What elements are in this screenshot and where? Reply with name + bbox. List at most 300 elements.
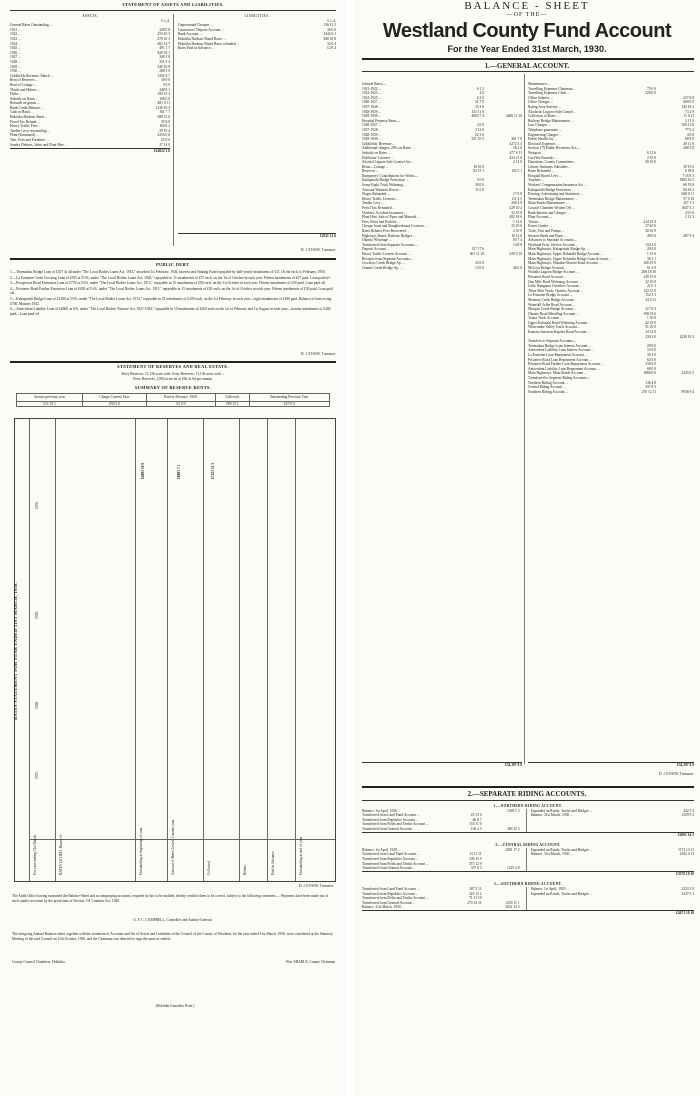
riding-total: £3379 10 10 [362, 871, 694, 877]
receipt-total: 46 0 0 [513, 265, 522, 270]
payment-amount: 1 15 0 [647, 251, 656, 256]
liability-amount: 136 13 3 [323, 23, 336, 28]
receipt-label: Publicans' Licenses ... [362, 155, 394, 160]
asset-label: General Rates Outstanding— [10, 23, 53, 28]
payment-total: 257 1 5 [683, 201, 694, 206]
payment-total: 4 0 0 [686, 132, 694, 137]
asset-label: Refunds on grants ... [10, 101, 40, 106]
assets-total: £14822 3 8 [10, 148, 170, 154]
asset-amount: 481 0 11 [157, 101, 170, 106]
payment-total: 268 3 8 [683, 146, 694, 151]
payment-label: Printing, Advertising and Stationery ... [528, 192, 584, 197]
receipt-label: Subsidy on Rates ... [362, 150, 391, 155]
receipt-total: 4466 11 10 [505, 114, 522, 119]
chairman-signature: Wm. SHARLE, County Chairman. [285, 960, 336, 964]
receipt-total: 206 4 0 [511, 201, 522, 206]
payment-amount: 36 3 1 [647, 256, 656, 261]
payment-amount: 30 10 0 [645, 160, 656, 165]
payment-label: Engineering Charges ... [528, 132, 562, 137]
fund-account-title: Westland County Fund Account [382, 20, 672, 42]
asset-label: 1921 ... [10, 27, 21, 32]
riding-columns [362, 848, 694, 871]
asset-row [10, 143, 170, 148]
asset-amount: 288 3 0 [159, 69, 170, 74]
riding-payment-total: 1172 13 11 [678, 847, 694, 852]
payment-amount: 230 2 0 [645, 334, 656, 339]
receipt-total: 2 10 0 [513, 229, 522, 233]
riding-receipt-total: 1250 11 1 [505, 900, 520, 905]
payment-amount: 51 10 0 [645, 325, 656, 330]
payment-amount: 34 12 0 [645, 330, 656, 335]
payment-label: Bank Interest and Charges ... [528, 210, 570, 215]
asset-label: 1929 ... [10, 64, 21, 69]
table-header: Collected. [216, 394, 250, 402]
reserve-summary-table [16, 393, 330, 407]
receipt-label: Workers' Accident Insurance ... [362, 210, 407, 215]
receipt-total: 65 7 4 [513, 238, 522, 243]
payment-label: Railway Bridge Maintenance ... [528, 118, 574, 123]
asset-amount: 328 0 8 [159, 27, 170, 32]
asset-label: 1922 ... [10, 32, 21, 37]
payment-label: Mosmay Creek Bridge Account ... [528, 297, 578, 302]
payment-label: Mosquit Creek Bridge Account ... [528, 307, 577, 312]
receipt-label: Cowboys Creek Bridge Ap. ... [362, 261, 406, 266]
asset-label: Rent of Reserves ... [10, 78, 39, 83]
payment-amount: 75 0 0 [647, 86, 656, 91]
table-cell: £94 5 0 [83, 401, 146, 407]
rates-year: 1928. [35, 700, 39, 709]
receipt-amount: 4063 7 4 [471, 114, 484, 119]
riding-receipt-total: 2081 17 2 [505, 847, 520, 852]
assets-liabilities-title: STATEMENT OF ASSETS AND LIABILITIES. [122, 2, 224, 7]
payment-label: Transfers to Separate Accounts— [528, 339, 577, 344]
riding-payment-row [531, 892, 694, 897]
liabilities-total: £2611 12 6 [178, 233, 336, 239]
liability-label: Bank Account ... [178, 32, 203, 37]
rates-statement-table [14, 418, 336, 882]
adoption-note: The foregoing Annual Balance-sheet, together with the statement of Accounts and list of Assets and Liabilities of the Council of the County of Westland, for the year ended 31st March, 1930, were considered at the Statutory Meeting of the said Council on 11th October, 1930, and the Chairman was directed to sign the same as settled. [12, 932, 333, 941]
asset-label: Plant (Estimated) ... [10, 133, 39, 138]
asset-amount: 25 0 0 [161, 138, 170, 143]
receipt-total: 102 5 1 [511, 169, 522, 174]
public-debt-title: PUBLIC DEBT. [155, 262, 190, 267]
table-header: Paid in Advance, 1929. [146, 394, 215, 402]
riding-payment-amount [622, 892, 656, 897]
rates-year: 1930. [35, 500, 39, 509]
payment-total: 140 18 2 [681, 104, 694, 109]
receipt-total: 482 18 6 [509, 215, 522, 220]
payment-total: 68 9 9 [685, 137, 694, 142]
public-debt-item: 6.—Antecedent Liability Loan of £2600, at 6%, under "The Local Bodies' Finance Act, 1921-1922," repayable in 10 instalments of £260 each on the 1st of February and 1st August in each year—sixteen instalments of £260 paid—Loan paid off. [10, 307, 331, 316]
payment-label: Donations, County Committees ... [528, 160, 578, 165]
asset-label: 1928 ... [10, 59, 21, 64]
receipt-label: Heavy Traffic Licenses ... [362, 196, 400, 201]
payment-amount: 49 0 6 [647, 233, 656, 238]
balance-sheet-title: BALANCE - SHEET [464, 0, 590, 12]
payment-total: 2228 10 3 [679, 334, 694, 339]
divider [10, 258, 336, 260]
asset-label: Goldfields Revenue, March ... [10, 73, 54, 78]
receipt-label: Goldfields' Revenue ... [362, 141, 395, 146]
riding-payment-total: 1237 0 1 [681, 891, 694, 896]
asset-amount: 2250 0 0 [157, 133, 170, 138]
riding-receipt-label: Transferred from General Account ... [362, 866, 416, 871]
payment-total: 49 11 6 [683, 141, 694, 146]
payment-label: Trophies ... [528, 178, 545, 183]
riding-receipt-label: Transferred from Republics Account ... [362, 817, 419, 822]
receipt-total: 14 8 0 [513, 242, 522, 247]
divider [362, 58, 694, 60]
column-rule [55, 419, 56, 881]
divider [362, 800, 694, 801]
payment-label: La Fontaine Bridge Account ... [528, 293, 573, 298]
receipt-label: Deposit Account ... [362, 247, 390, 252]
payment-label: Southern Riding Account ... [528, 389, 569, 394]
printer-credit: (Hokitika Guardian Print.) [155, 1004, 195, 1008]
payment-amount: 30 10 0 [645, 229, 656, 233]
receipt-label: 1929-1930 ... [362, 137, 382, 142]
payment-label: Public Health Act ... [528, 137, 558, 142]
rates-head-year: For year ending 31st March. [33, 834, 37, 875]
payment-label: Section Sheds and Pipes ... [528, 233, 567, 238]
rates-total-collected: £7223 11 3 [211, 463, 215, 479]
asset-amount: 420 10 1 [157, 50, 170, 55]
liabilities-column [178, 14, 336, 51]
column-rule [135, 419, 136, 881]
riding-payment-label: Expended on Roads, Tracks and Bridges ... [530, 808, 593, 813]
payment-amount: 337 8 3 [645, 385, 656, 390]
liabilities-lsd: £ s. d. [327, 18, 336, 23]
payment-total: 487 9 4 [683, 233, 694, 238]
riding-receipt-amount: 187 3 11 [469, 886, 482, 891]
payment-amount: 208 18 10 [641, 270, 656, 275]
payment-amount: 143 15 0 [643, 288, 656, 293]
asset-amount: 161 7 7 [159, 110, 170, 115]
riding-receipt-label: Balance, 31st March, 1930 ... [362, 905, 405, 910]
riding-receipt-amount: 106 15 0 [468, 856, 482, 861]
rates-year: 1927. [35, 770, 39, 779]
riding-receipt-amount: 46 8 7 [472, 817, 482, 822]
asset-label: 1926 ... [10, 50, 21, 55]
row-rule [29, 839, 335, 840]
payment-amount: 220 0 0 [645, 91, 656, 96]
asset-amount: 35 8 0 [161, 119, 170, 124]
payment-amount: 68 0 0 [647, 366, 656, 371]
treasurer-signature: D. J. EVANS, Treasurer. [300, 248, 336, 252]
column-rule [167, 419, 168, 881]
receipt-amount: 18 10 0 [473, 164, 484, 169]
payment-total: 237 0 8 [683, 95, 694, 100]
riding-receipt-row [362, 827, 520, 832]
receipt-total: 17 0 0 [513, 192, 522, 197]
assets-column [10, 14, 170, 154]
receipt-amount: 11 0 0 [475, 187, 484, 192]
receipt-total: 477 0 11 [509, 150, 522, 155]
payment-amount: 61 0 0 [647, 265, 656, 270]
payment-label: McCoys Bridge Account ... [528, 265, 568, 270]
riding-receipt-amount: 13 11 11 [469, 852, 482, 857]
rates-head-nature: RATES LEVIED. Nature of [59, 834, 63, 875]
rates-total-outstanding: £4093 10 0 [141, 462, 145, 479]
payment-label: Kumara Junction-Kapitea Road Account ... [528, 330, 590, 335]
payment-label: Central Riding Account ... [528, 385, 566, 390]
payment-amount: 1 10 0 [647, 316, 656, 321]
receipt-amount: 13 0 0 [475, 265, 484, 270]
payment-label: Electoral Expenses ... [528, 141, 560, 146]
receipt-amount: 33 3 6 [475, 104, 484, 109]
payment-amount: 32 10 0 [645, 279, 656, 284]
asset-amount: 166 0 0 [159, 96, 170, 101]
asset-amount: 5 0 0 [162, 82, 170, 87]
riding-receipt-amount: 23 13 0 [470, 813, 482, 818]
riding-accounts [362, 804, 694, 921]
payment-total: 9936 9 4 [681, 389, 694, 394]
asset-amount: 348 9 1 [159, 87, 170, 92]
payment-amount: 230 0 0 [645, 362, 656, 367]
receipt-total: 529 9 10 [509, 251, 522, 256]
receipt-amount: 127 17 6 [471, 247, 484, 252]
liability-label: Hokitika Harbour Board Rates refunded ... [178, 41, 240, 46]
riding-receipts [362, 848, 520, 871]
payment-amount: 168 19 0 [643, 261, 656, 266]
receipt-label: Reserves ... [362, 169, 379, 174]
payment-label: Little Wanganui Overflow Account ... [528, 284, 583, 289]
payment-total: 669 0 0 [683, 100, 694, 105]
treasurer-signature-right: D. J. EVANS, Treasurer. [658, 772, 694, 776]
payment-label: Antecedent Liability Loan Interest Account ... [528, 348, 595, 353]
payment-amount: 134 3 0 [645, 242, 656, 247]
receipt-amount: 401 11 10 [469, 251, 484, 256]
receipt-total: 4272 3 4 [509, 141, 522, 146]
payment-amount: 214 19 4 [643, 219, 656, 224]
payment-label: Power Grader ... [528, 224, 552, 229]
table-cell: £5 0 0 [146, 401, 215, 407]
asset-label: 1923 ... [10, 36, 21, 41]
riding-receipt-label: Transferred from Fifths and Tenths Account ... [362, 822, 429, 827]
payment-amount: 136 4 8 [645, 380, 656, 385]
asset-label: Subsidy on Rates ... [10, 96, 39, 101]
payment-label: Northern Riding Account ... [528, 380, 569, 385]
controller-signature: G. F. C. CAMPBELL, Controller and Auditor-General. [133, 918, 213, 922]
riding-receipt-row [362, 905, 520, 910]
public-debt-item: 5.—Kakapotahi Bridge Loan of £1200 at 5½%, under "The Local Bodies Loans Act, 1913," repayable in 25 instalments of £100 each, on the 1st February in each year—eight instalments of £100 paid. Balance of loan owing £700. Matures 1932. [10, 296, 332, 306]
receipt-amount: 2 6 0 [476, 123, 484, 128]
general-total-receipts: £34,397 8 8 [362, 762, 522, 768]
receipt-amount: 5 0 0 [476, 178, 484, 183]
asset-label: Sundry Debtors, Sales and Plant Hire ... [10, 142, 68, 147]
rates-statement-title: RATES STATEMENT FOR YEAR ENDED 31ST MARCH, 1930. [13, 582, 18, 720]
riding-payments [526, 848, 694, 871]
payment-amount: 36 3 0 [647, 353, 656, 358]
asset-amount: 39 0 0 [161, 78, 170, 83]
liability-amount: 12 8 4 [327, 46, 336, 51]
receipt-total: 434 15 6 [509, 155, 522, 160]
asset-amount: 253 10 3 [157, 32, 170, 37]
riding-title: 3.—SOUTHERN RIDING ACCOUNT. [493, 882, 563, 887]
asset-amount: 29 19 4 [159, 128, 170, 133]
receipt-label: Fees, Fines and Forfeits ... [362, 219, 400, 224]
liabilities-heading: LIABILITIES. [244, 14, 270, 18]
payment-total: 6 18 0 [685, 169, 694, 174]
asset-amount: 402 14 7 [157, 41, 170, 46]
asset-amount: 388 15 6 [157, 115, 170, 120]
payment-label: Office Salaries ... [528, 95, 553, 100]
asset-amount: 199 15 3 [157, 92, 170, 97]
riding-payment-total: 3233 3 9 [681, 886, 694, 891]
public-debt-item: 3.—Prosperous Road Extension Loan of £770 at 5½%, under "The Local Bodies Loans Act, 1913," repayable in 15 instalments of £50 each, on the 1st October in each year. Fifteen instalments of £50 paid. Loan paid off. [10, 281, 326, 286]
riding-payment-label: Balance, 1st April, 1929 ... [530, 886, 569, 891]
right-page [354, 0, 700, 1096]
riding-receipts [362, 887, 520, 910]
rates-head-rebate: Rebate. [243, 864, 247, 875]
riding-payment-total: 2182 2 11 [679, 852, 694, 857]
riding-payment-label: Expended on Roads, Tracks and Bridges ... [530, 847, 593, 852]
rates-year: 1929. [35, 610, 39, 619]
payment-total: 77 0 2 [685, 127, 694, 132]
table-header: Arrears previous year. [17, 394, 83, 402]
asset-label: Rent of Cottage ... [10, 82, 37, 87]
receipt-amount: 6 3 0 [476, 95, 484, 100]
receipt-label: Kakapotahi Bridge Protection ... [362, 178, 409, 183]
receipt-amount: 83 15 1 [473, 169, 484, 174]
payment-label: Okarito Road Metalling Account ... [528, 311, 579, 316]
riding-payment-amount [622, 813, 656, 818]
riding-payment-label: Balance, 31st March, 1930 ... [530, 813, 573, 818]
asset-label: Fifths ... [10, 92, 22, 97]
payment-amount: 149 15 0 [643, 274, 656, 279]
payment-label: Totara Track Account ... [528, 316, 563, 321]
receipt-label: 1928-1929 ... [362, 109, 382, 114]
payment-label: Library Institutes Subsidies ... [528, 164, 572, 169]
receipt-label: Timber Levy ... [362, 201, 385, 206]
payment-amount: 1880 0 0 [643, 371, 656, 376]
payment-total: 73 2 9 [685, 109, 694, 114]
payment-label: Travelling Expenses Chairman ... [528, 86, 576, 91]
riding-payment-amount [622, 852, 656, 857]
asset-amount: 1202 3 7 [157, 73, 170, 78]
payment-label: Collection of Rates ... [528, 114, 560, 119]
riding-receipt-amount [448, 905, 482, 910]
payment-label: Main Highways, Waitaha-Okarito Road Account ... [528, 261, 602, 266]
receipt-total: 32 10 0 [511, 210, 522, 215]
riding-receipt-total: 1225 4 8 [506, 866, 520, 871]
riding-receipt-label: Transferred from General Account ... [362, 826, 416, 831]
receipt-label: 1927-1928 ... [362, 104, 382, 109]
asset-label: Tent, Fees and Furniture ... [10, 138, 49, 143]
payment-label: Advances to Separate Accounts— [528, 238, 577, 243]
reserves-line-2: Ferry Reserves, 1,892 acres let at £36 2s 6d per annum. [133, 377, 213, 381]
riding-receipt-amount: 323 13 2 [468, 891, 482, 896]
payment-total: 84 18 2 [683, 187, 694, 192]
asset-label: Thirds and Halves ... [10, 87, 40, 92]
payment-label: Tractor ... [528, 219, 543, 224]
payment-label: Main Highways, Main Roads Account ... [528, 371, 587, 376]
divider [10, 10, 336, 11]
payment-total: 69 19 0 [683, 183, 694, 188]
receipt-label: Highways Board, Railway Bridges ... [362, 233, 416, 238]
asset-label: Petrol Tax Refund ... [10, 119, 40, 124]
asset-amount: 246 10 9 [157, 64, 170, 69]
payment-label: Main Highways, Upper Kokatahi Bridge Account ... [528, 251, 604, 256]
asset-amount: 184 0 2 [159, 124, 170, 129]
liability-amount: 36 0 0 [327, 27, 336, 32]
payment-label: Maintenance— [528, 82, 551, 86]
payment-label: Prisoners Road Loan Repayment Account ... [528, 357, 592, 362]
receipt-amount: 331 10 5 [471, 137, 484, 142]
riding-payment-row [531, 852, 694, 857]
payment-amount: 217 0 3 [645, 307, 656, 312]
payment-total: 1647 5 1 [681, 206, 694, 211]
receipt-label: 1921-1922 ... [362, 86, 382, 91]
payment-label: Rating Area Surveys ... [528, 104, 562, 109]
receipt-label: Additional charges, 20% on Rates ... [362, 146, 415, 151]
payment-amount: 42 19 0 [645, 320, 656, 325]
public-debt-item: 4.—Prisoners Road Further Extension Loan of £450 at 5½%, under "The Local Bodies Loans Act, 1913," repayable in 15 instalments of £30 each, on the 1st of October in each year. Fifteen instalments of £30 paid. Loan paid off. [10, 286, 333, 296]
riding-total: £2001 14 5 [362, 832, 694, 838]
receipt-row [362, 266, 522, 271]
public-debt-item: 2.—La Fontaine Creek Crossing Loan of £555 at 5½%, under "The Local Bodies Loans Act, 1926," repayable in 15 instalments of £37 each, on the 1st of October in each year. Fifteen instalments of £37 paid. Loan paid off. [10, 275, 331, 280]
payment-amount: 33 0 0 [647, 348, 656, 353]
payment-amount: 62 0 0 [647, 357, 656, 362]
liability-label: Unpresented Cheques ... [178, 23, 214, 28]
receipt-label: 1926-1927 ... [362, 100, 382, 105]
payment-amount: 6 12 6 [647, 150, 656, 155]
receipt-label: Okarito Wharfage ... [362, 238, 392, 243]
receipt-label: General Rates— [362, 82, 386, 86]
payment-label: Car Hire Funerals ... [528, 155, 558, 160]
receipt-amount: 22 3 0 [475, 132, 484, 137]
asset-amount: 27 14 0 [159, 142, 170, 147]
table-cell: £89 15 1 [216, 401, 250, 407]
public-debt-item: 1.—Teremakau Bridge Loan of £357 4s 4d under "The Local Bodies Loans Act, 1913," inscribed 1st February, 1926, Interest and Sinking Fund repayable by half-yearly instalments of £11 13s 6d each, to February, 1956. [10, 270, 326, 274]
asset-amount: 1120 10 4 [155, 105, 170, 110]
liability-row [178, 46, 336, 51]
payment-label: Plant Account— [528, 215, 552, 220]
receipt-total: 2 14 0 [513, 160, 522, 165]
column-rule [267, 419, 268, 881]
asset-amount: 491 1 7 [159, 46, 170, 51]
asset-label: Cash in Hand ... [10, 110, 34, 115]
payment-label: Section 179 Public Revenues Act— [528, 146, 580, 151]
riding-columns [362, 809, 694, 832]
receipt-amount: 33 0 0 [475, 261, 484, 266]
payment-label: Westland Ferry Service Account ... [528, 242, 579, 247]
riding-receipt-amount: 71 11 10 [469, 896, 482, 901]
asset-amount: 270 10 3 [157, 36, 170, 41]
liability-amount: 368 10 8 [323, 36, 336, 41]
payment-amount: 274 0 0 [645, 224, 656, 229]
riding-receipts [362, 809, 520, 832]
liability-label: Hokitika Harbour Board Rates ... [178, 36, 226, 41]
receipt-label: Wages Refunded ... [362, 192, 390, 197]
general-total-payments: £34,397 8 8 [528, 762, 694, 768]
receipt-label: Alcohol Liquors Sale Control Act ... [362, 160, 415, 165]
payment-label: Rates Refunded ... [528, 169, 555, 174]
asset-label: 1930 ... [10, 69, 21, 74]
page-gutter [346, 0, 354, 1096]
general-account-heading: 1.—GENERAL ACCOUNT. [484, 62, 570, 70]
payment-amount: 270 12 11 [641, 389, 656, 394]
riding-receipt-label: Transferred from Land Fund Account ... [362, 852, 420, 857]
payment-label: Law Charges ... [528, 123, 551, 128]
payment-label: Telephone guarantee ... [528, 127, 562, 132]
column-rule [29, 419, 30, 881]
table-cell: £25 0 0 [249, 401, 329, 407]
table-row [17, 394, 330, 402]
riding-payment-total: 1329 9 2 [681, 813, 694, 818]
payment-label: Teremakau Bridge Maintenance ... [528, 196, 578, 201]
payment-label: Westport ... [528, 150, 545, 155]
